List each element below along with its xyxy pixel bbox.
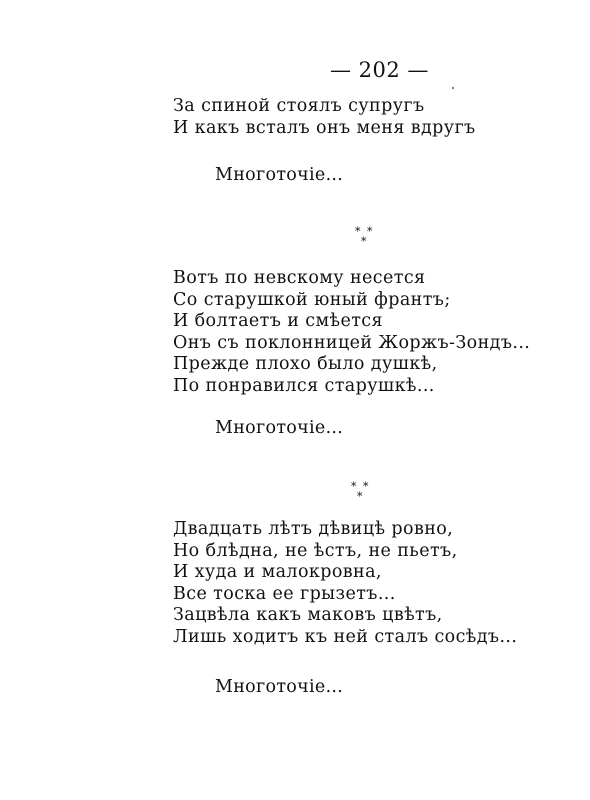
- verse-line: Онъ съ поклонницей Жоржъ-Зондъ...: [173, 332, 531, 353]
- stanza-2: [173, 268, 530, 397]
- asterisk-icon: *: [363, 480, 369, 493]
- asterism-separator-2: [351, 481, 381, 511]
- verse-line: Все тоска ее грызетъ...: [173, 583, 396, 604]
- verse-line: И какъ всталъ онъ меня вдругъ: [173, 117, 476, 138]
- asterisk-icon: *: [351, 480, 357, 493]
- verse-line: Вотъ по невскому несется: [173, 268, 426, 288]
- print-speck: [452, 87, 454, 89]
- refrain-3: Многоточіе...: [215, 677, 344, 697]
- refrain-2: Многоточіе...: [215, 418, 344, 438]
- verse-line: И худа и малокровна,: [173, 562, 382, 582]
- verse-line: Двадцать лѣтъ дѣвицѣ ровно,: [173, 519, 454, 539]
- stanza-1: [173, 96, 476, 139]
- refrain-1: Многоточіе...: [215, 165, 344, 185]
- stanza-3: [173, 519, 517, 648]
- verse-line: И болтаетъ и смѣется: [173, 311, 383, 331]
- verse-line: Прежде плохо было душкѣ,: [173, 354, 438, 374]
- asterisk-icon: *: [355, 225, 361, 238]
- verse-line: За спиной стоялъ супругъ: [173, 96, 425, 116]
- verse-line: По понравился старушкѣ...: [173, 375, 435, 396]
- verse-line: Но блѣдна, не ѣстъ, не пьетъ,: [173, 540, 458, 561]
- verse-line: Лишь ходитъ къ ней сталъ сосѣдъ...: [173, 626, 518, 647]
- page-number: — 202 —: [330, 58, 429, 82]
- asterisk-icon: *: [361, 235, 367, 248]
- asterism-separator-1: [355, 226, 385, 256]
- verse-line: Зацвѣла какъ маковъ цвѣтъ,: [173, 605, 443, 625]
- verse-line: Со старушкой юный франтъ;: [173, 289, 451, 310]
- asterisk-icon: *: [367, 225, 373, 238]
- asterisk-icon: *: [357, 490, 363, 503]
